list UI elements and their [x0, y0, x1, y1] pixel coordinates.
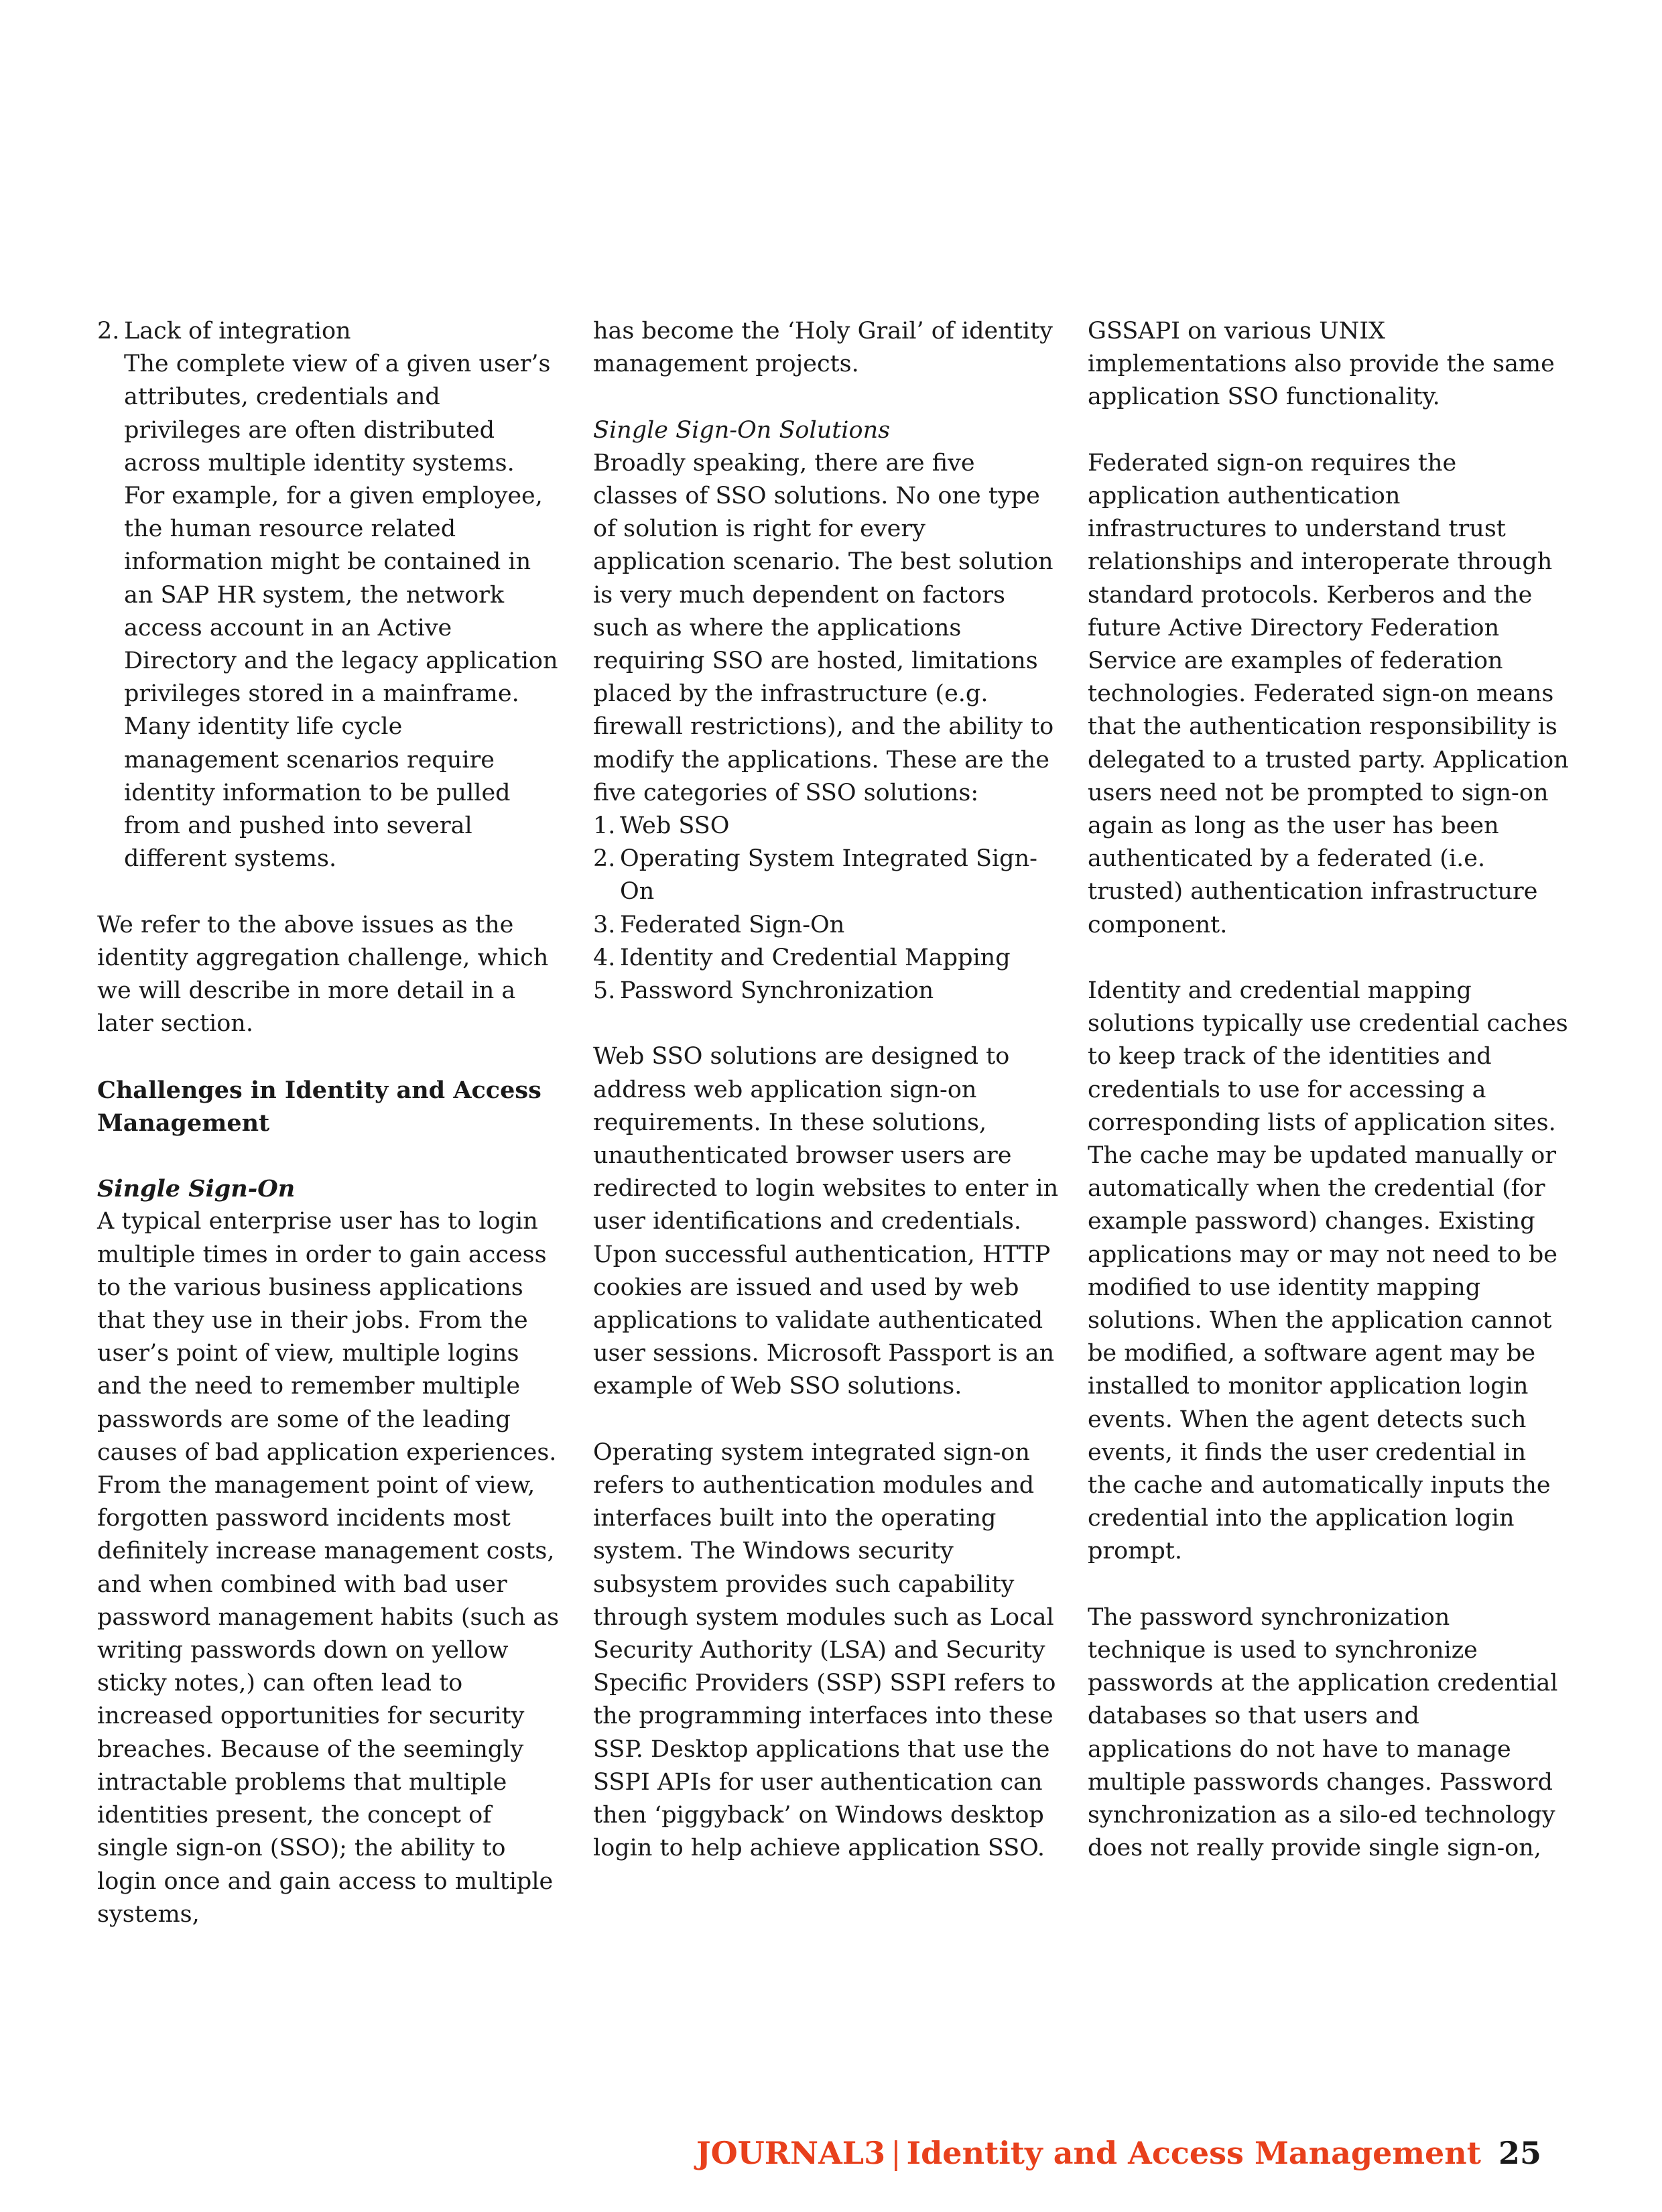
credential-mapping-paragraph: Identity and credential mapping solutions typically use credential caches to keep track of the identities and credentials to use for accessing a corresponding lists of application sites. The cache may be updated manually or automatically when the credential (for example password) changes. Existing applications may or may not need to be modified to use identity mapping solutions. When the application cannot be modified, a software agent may be installed to monitor application login events. When the agent detects such events, it finds the user credential in the cache and automatically inputs the credential into the application login prompt.	[1088, 977, 1568, 1565]
footer-separator: |	[891, 2135, 901, 2171]
list-item-text: Password Synchronization	[620, 977, 934, 1005]
list-item	[593, 975, 1062, 1007]
list-number: 2.	[593, 845, 616, 873]
subheading-sso-solutions: Single Sign-On Solutions	[593, 416, 891, 444]
gssapi-paragraph: GSSAPI on various UNIX implementations also provide the same application SSO functionality.	[1088, 318, 1555, 411]
sso-categories-list	[593, 810, 1062, 1007]
holy-grail-paragraph: has become the ‘Holy Grail’ of identity management projects.	[593, 318, 1053, 378]
list-item-text: Operating System Integrated Sign-On	[620, 845, 1037, 906]
column-left	[97, 315, 560, 1964]
journal-logo: JOURNAL3	[696, 2135, 886, 2171]
list-number: 2.	[97, 318, 120, 345]
page-footer	[0, 2135, 1541, 2171]
sso-paragraph: A typical enterprise user has to login multiple times in order to gain access to the various business applications that they use in their jobs. From the user’s point of view, multiple logins and the need to remember multiple passwords are some of the leading causes of bad application experiences. From the management point of view, forgotten password incidents most definitely increase management costs, and when combined with bad user password management habits (such as writing passwords down on yellow sticky notes,) can often lead to increased opportunities for security breaches. Because of the seemingly intractable problems that multiple identities present, the concept of single sign-on (SSO); the ability to login once and gain access to multiple systems,	[97, 1208, 560, 1928]
password-sync-paragraph: The password synchronization technique is used to synchronize passwords at the application credential databases so that users and applications do not have to manage multiple passwords changes. Password synchronization as a silo-ed technology does not really provide single sign-on,	[1088, 1603, 1558, 1862]
list-item	[593, 909, 1062, 942]
list-item	[593, 810, 1062, 843]
federated-paragraph: Federated sign-on requires the application authentication infrastructures to understand trust relationships and interoperate through standard protocols. Kerberos and the future Active Directory Federation Service are examples of federation technologies. Federated sign-on means that the authentication responsibility is delegated to a trusted party. Application users need not be prompted to sign-on again as long as the user has been authenticated by a federated (i.e. trusted) authentication infrastructure component.	[1088, 449, 1569, 938]
list-number: 4.	[593, 944, 616, 971]
subheading-single-sign-on: Single Sign-On	[97, 1175, 296, 1203]
os-sso-paragraph: Operating system integrated sign-on refers to authentication modules and interfaces built into the operating system. The Windows security subsystem provides such capability through system modules such as Local Security Authority (LSA) and Security Specific Providers (SSP) SSPI refers to the programming interfaces into these SSP. Desktop applications that use the SSPI APIs for user authentication can then ‘piggyback’ on Windows desktop login to help achieve application SSO.	[593, 1438, 1056, 1862]
column-right	[1088, 315, 1570, 1898]
list-number: 3.	[593, 911, 616, 938]
list-item-title: Lack of integration	[124, 318, 351, 345]
section-heading-challenges: Challenges in Identity and Access Management	[97, 1076, 541, 1137]
page-number: 25	[1498, 2135, 1541, 2171]
footer-title: Identity and Access Management	[906, 2135, 1481, 2171]
list-item-text: Federated Sign-On	[620, 911, 845, 938]
sso-classes-paragraph: Broadly speaking, there are five classes of SSO solutions. No one type of solution is right for every application scenario. The best solution is very much dependent on factors such as where the applications requiring SSO are hosted, limitations placed by the infrastructure (e.g. firewall restrictions), and the ability to modify the applications. These are the five categories of SSO solutions:	[593, 449, 1054, 806]
list-number: 5.	[593, 977, 616, 1005]
column-middle	[593, 315, 1062, 1898]
list-item	[593, 942, 1062, 975]
aggregation-paragraph: We refer to the above issues as the identity aggregation challenge, which we will describe in more detail in a later section.	[97, 911, 549, 1038]
list-item-text: Web SSO	[620, 812, 730, 840]
integration-body: The complete view of a given user’s attributes, credentials and privileges are often distributed across multiple identity systems. For example, for a given employee, the human resource related information might be contained in an SAP HR system, the network access account in an Active Directory and the legacy application privileges stored in a mainframe. Many identity life cycle management scenarios require identity information to be pulled from and pushed into several different systems.	[124, 351, 558, 873]
web-sso-paragraph: Web SSO solutions are designed to address web application sign-on requirements. In these solutions, unauthenticated browser users are redirected to login websites to enter in user identifications and credentials. Upon successful authentication, HTTP cookies are issued and used by web applications to validate authenticated user sessions. Microsoft Passport is an example of Web SSO solutions.	[593, 1043, 1059, 1400]
list-item	[593, 843, 1062, 908]
list-item-text: Identity and Credential Mapping	[620, 944, 1011, 971]
list-item-lack-of-integration	[97, 315, 560, 348]
list-number: 1.	[593, 812, 616, 840]
